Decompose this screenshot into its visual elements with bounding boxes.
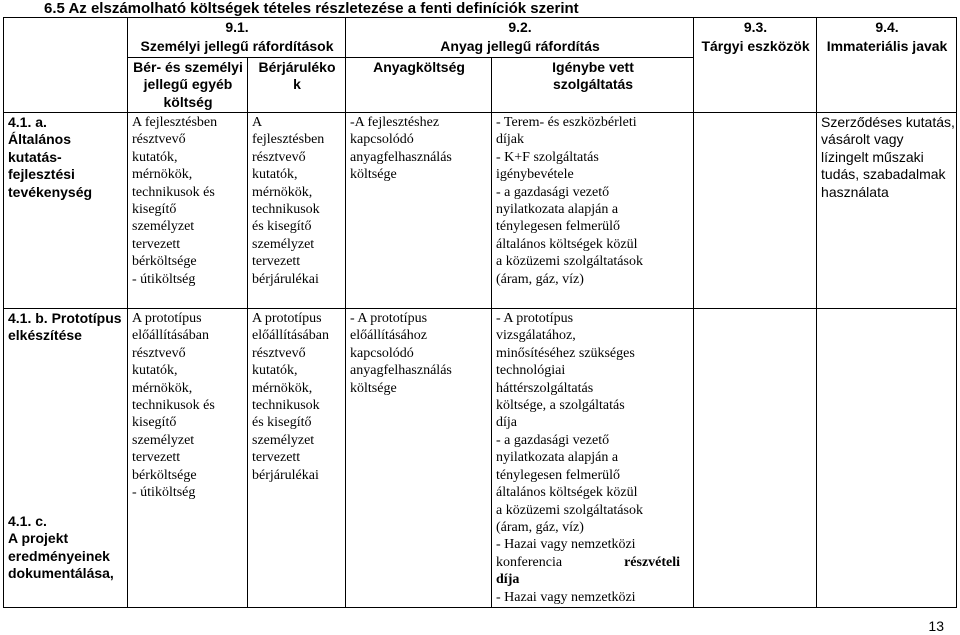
cell-4-1-b-immat [817,309,957,608]
text-line: anyagfelhasználás [350,149,452,165]
text-line: nyilatkozata alapján a [496,450,619,466]
text-line: tervezett [132,450,181,466]
text-line: bérjárulékai [252,271,319,287]
text-line: (áram, gáz, víz) [496,271,584,287]
text-line: tervezett [252,254,301,270]
group-9-1-number: 9.1. [128,18,346,38]
text-line: előállításában [252,328,329,344]
text-line: személyzet [132,432,195,448]
text-line: technikusok [252,202,320,218]
text-line: - Terem- és eszközbérleti [496,115,637,131]
cell-4-1-a-szolg [492,113,694,309]
text-line: költsége, a szolgáltatás [496,398,625,414]
text-line: általános költségek közül [496,485,638,501]
corner-cell [4,18,128,38]
text-line: - útiköltség [132,485,196,501]
text-line: tervezett [132,236,181,252]
text-line: kutatók, [252,167,298,183]
group-9-4-number: 9.4. [817,18,957,38]
text-line: költség [163,93,213,110]
text-line: Szerződéses kutatás, [821,114,955,131]
group-9-2-number: 9.2. [346,18,694,38]
text-line: - A prototípus [496,311,574,327]
cell-4-1-b-jarulek [248,309,346,608]
text-line: Általános [8,131,72,148]
text-line: igénybevétele [496,167,574,183]
text-line: (áram, gáz, víz) [496,519,584,535]
text-line: A prototípus [132,311,202,327]
text-line: költsége [350,380,397,396]
text-line: személyzet [252,432,315,448]
text-line: előállításában [132,328,209,344]
group-9-4-title: Immateriális javak [817,37,957,57]
text-line: jellegű egyéb [143,76,233,93]
text-line: fejlesztési [8,166,75,183]
text-line: technológiai [496,363,566,379]
text-line: kapcsolódó [350,345,414,361]
text-line: kutatók, [132,363,178,379]
text-line: - K+F szolgáltatás [496,149,599,165]
group-9-2-title: Anyag jellegű ráfordítás [346,37,694,57]
text-line: személyzet [252,236,315,252]
text-line: személyzet [132,219,195,235]
text-line: használata [821,183,889,200]
subheader-ber [128,57,248,112]
text-line: háttérszolgáltatás [496,380,594,396]
text-line: kutatók, [252,363,298,379]
text-line: díjak [496,132,525,148]
row-label-4-1-b: 4.1. b. Prototípus elkészítése 4.1. c. A projekt eredményeinek dokumentálása, [4,309,128,608]
text-line: kutatók, [132,149,178,165]
text-line: általános költségek közül [496,236,638,252]
text-line: minősítéséhez szükséges [496,345,635,361]
text-line: technikusok és [132,184,215,200]
text-line: vásárolt vagy [821,131,904,148]
text-line: lízingelt műszaki [821,148,924,165]
text-line: 4.1. a. [8,114,47,131]
text-line: ténylegesen felmerülő [496,467,621,483]
text-line: résztvevő [252,149,306,165]
cell-4-1-b-ber [128,309,248,608]
cell-4-1-b-targyi [694,309,817,608]
group-9-1-title: Személyi jellegű ráfordítások [128,37,346,57]
text-line: bérköltsége [132,254,197,270]
cell-4-1-b-szolg: - A prototípus vizsgálatához, minősítéséhez szükséges technológiai háttérszolgáltatás költsége, a szolgáltatás díja - a gazdasági vezető nyilatkozata alapján a ténylegesen felmerülő általános költségek közül a közüzemi szolgáltatások (áram, gáz, víz) - Hazai vagy nemzetközi konferencia részvételi díja - Hazai vagy nemzetközi [492,309,694,608]
text-line: költsége [350,167,397,183]
cell-4-1-a-anyag [346,113,492,309]
text-line: A prototípus [252,311,322,327]
text-line: kapcsolódó [350,132,414,148]
page-number: 13 [928,618,944,634]
text-line: nyilatkozata alapján a [496,202,619,218]
text-line: kisegítő [132,202,177,218]
cell-4-1-a-immat [817,113,957,309]
text-line: és kisegítő [252,415,312,431]
subheader-igenybe [492,57,694,112]
row-label-4-1-a [4,113,128,309]
cell-4-1-a-jarulek [248,113,346,309]
text-line: szolgáltatás [552,76,634,93]
group-9-3-number: 9.3. [694,18,817,38]
text-line: A [252,115,263,131]
subheader-berjarulek [248,57,346,112]
text-line: mérnökök, [252,184,313,200]
text-line: k [293,76,301,93]
text-line: A fejlesztésben [132,115,218,131]
text-line: anyagfelhasználás [350,363,452,379]
text-line: és kisegítő [252,219,312,235]
subheader-anyagkoltseg: Anyagköltség [346,57,492,112]
cost-table [3,17,957,608]
cell-4-1-a-targyi [694,113,817,309]
text-line: tevékenység [8,183,93,200]
text-line: fejlesztésben [252,132,325,148]
text-line: -A fejlesztéshez [350,115,440,131]
text-line: mérnökök, [252,380,313,396]
text-line: tudás, szabadalmak [821,166,946,183]
text-line: a közüzemi szolgáltatások [496,254,643,270]
text-line: - A prototípus [350,311,428,327]
text-line: előállításához [350,328,427,344]
text-line: kisegítő [132,415,177,431]
text-line: kutatás- [8,148,62,165]
text-line: vizsgálatához, [496,328,576,344]
text-line: technikusok [252,398,320,414]
text-line: - a gazdasági vezető [496,184,610,200]
text-line: résztvevő [252,345,306,361]
text-line: Bér- és személyi [133,58,243,75]
section-heading: 6.5 Az elszámolható költségek tételes részletezése a fenti definíciók szerint [44,0,579,17]
text-line: Bérjáruléko [258,58,336,75]
text-line: a közüzemi szolgáltatások [496,502,643,518]
text-line: - a gazdasági vezető [496,432,610,448]
cell-4-1-b-anyag [346,309,492,608]
text-line: - útiköltség [132,271,196,287]
text-line: Igénybe vett [552,58,634,75]
text-line: tervezett [252,450,301,466]
group-9-3-title: Tárgyi eszközök [694,37,817,57]
text-line: bérjárulékai [252,467,319,483]
text-line: résztvevő [132,132,186,148]
cell-4-1-a-ber [128,113,248,309]
text-line: bérköltsége [132,467,197,483]
text-line: mérnökök, [132,380,193,396]
text-line: résztvevő [132,345,186,361]
text-line: technikusok és [132,398,215,414]
text-line: mérnökök, [132,167,193,183]
text-line: díja [496,415,518,431]
text-line: ténylegesen felmerülő [496,219,621,235]
